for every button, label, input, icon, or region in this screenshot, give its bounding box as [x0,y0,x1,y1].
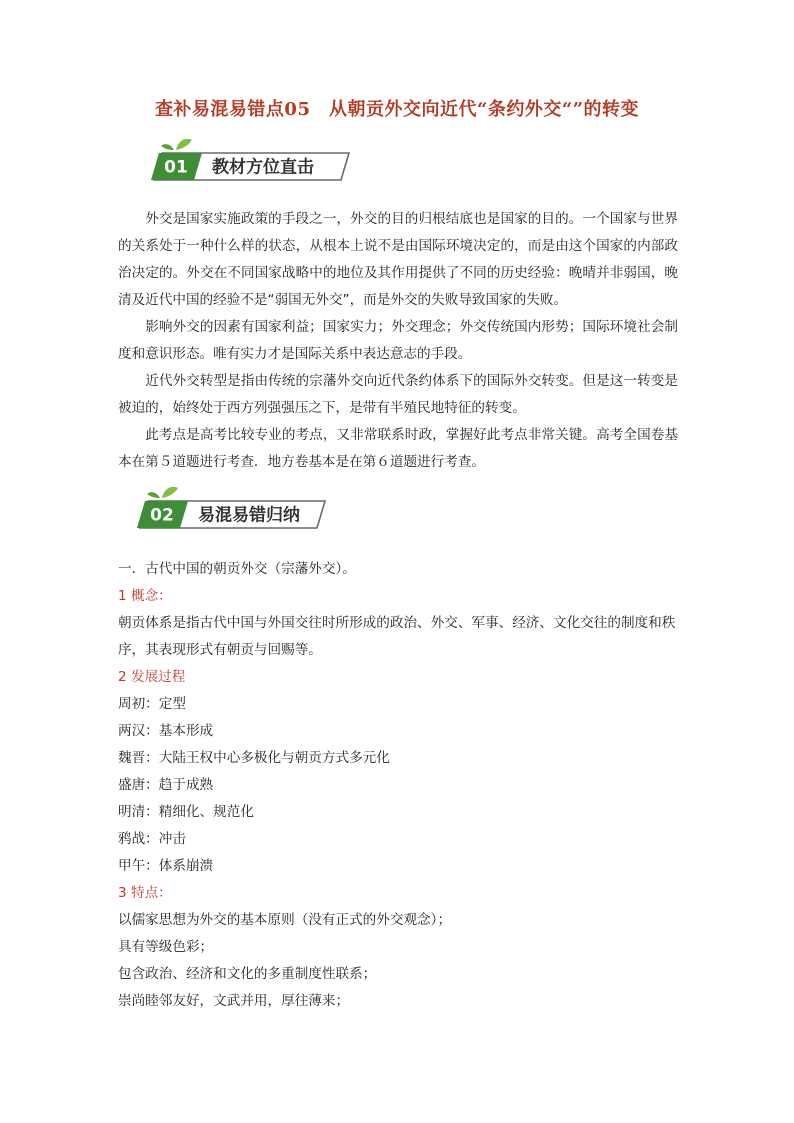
feature-item: 包含政治、经济和文化的多重制度性联系； [118,966,377,982]
process-item: 两汉：基本形成 [118,723,214,739]
process-item: 盛唐：趋于成熟 [118,777,214,793]
concept-heading: 1 概念： [118,588,172,604]
process-item: 甲午：体系崩溃 [118,858,214,874]
process-heading: 2 发展过程 [118,669,186,685]
concept-text: 朝贡体系是指古代中国与外国交往时所形成的政治、外交、军事、经济、文化交往的制度和秩序，其表现形式有朝贡与回赐等。 [118,615,676,658]
process-item: 明清：精细化、规范化 [118,804,254,820]
features-heading: 3 特点： [118,885,172,901]
section-label-1: 教材方位直击 [212,157,314,178]
paragraph-4: 此考点是高考比较专业的考点，又非常联系时政，掌握好此考点非常关键。高考全国卷基本在第５道题进行考查．地方卷基本是在第６道题进行考查。 [118,427,678,470]
process-item: 周初：定型 [118,696,186,712]
feature-item: 崇尚睦邻友好，文武并用，厚往薄来； [118,993,350,1009]
paragraph-3: 近代外交转型是指由传统的宗藩外交向近代条约体系下的国际外交转变。但是这一转变是被迫的，始终处于西方列强强压之下，是带有半殖民地特征的转变。 [118,373,678,416]
page-title: 查补易混易错点05 从朝贡外交向近代“条约外交“”的转变 [154,99,640,120]
feature-item: 以儒家思想为外交的基本原则（没有正式的外交观念）； [118,912,452,928]
process-item: 魏晋：大陆王权中心多极化与朝贡方式多元化 [118,750,390,766]
section-banner-1 [148,138,358,184]
paragraph-2: 影响外交的因素有国家利益；国家实力；外交理念；外交传统国内形势；国际环境社会制度和意识形态。唯有实力才是国际关系中表达意志的手段。 [118,319,678,362]
section-label-2: 易混易错归纳 [198,505,300,526]
leaf-icon [162,487,178,498]
process-item: 鸦战：冲击 [118,831,186,847]
section-number-1: 01 [164,157,188,178]
leaf-icon [176,139,192,150]
outline-heading: 一．古代中国的朝贡外交（宗藩外交）。 [118,561,356,577]
paragraph-1: 外交是国家实施政策的手段之一，外交的目的归根结底也是国家的目的。一个国家与世界的关系处于一种什么样的状态，从根本上说不是由国际环境决定的，而是由这个国家的内部政治决定的。外交在不同国家战略中的地位及其作用提供了不同的历史经验：晚晴并非弱国，晚清及近代中国的经验不是“弱国无外交”，而是外交的失败导致国家的失败。 [118,211,678,308]
section-number-2: 02 [150,505,174,526]
feature-item: 具有等级色彩； [118,939,214,955]
section-banner-2 [134,486,334,532]
